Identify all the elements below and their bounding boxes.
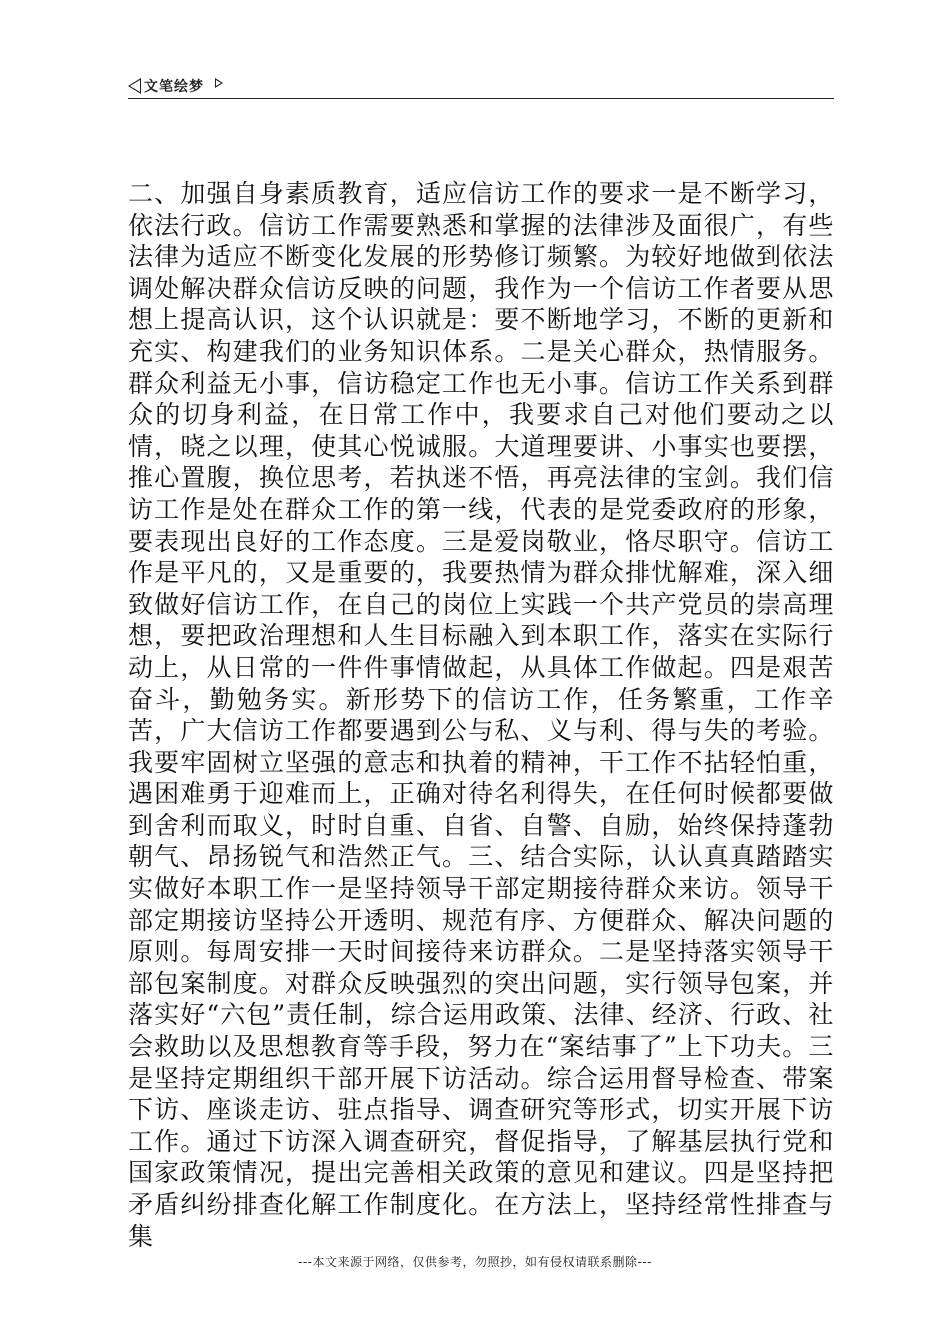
- page-header: [128, 74, 834, 99]
- triangle-right-icon: [215, 78, 223, 88]
- body-paragraph: 二、加强自身素质教育，适应信访工作的要求一是不断学习，依法行政。信访工作需要熟悉和掌握的法律涉及面很广，有些法律为适应不断变化发展的形势修订频繁。为较好地做到依法调处解决群众信访反映的问题，我作为一个信访工作者要从思想上提高认识，这个认识就是：要不断地学习，不断的更新和充实、构建我们的业务知识体系。二是关心群众，热情服务。群众利益无小事，信访稳定工作也无小事。信访工作关系到群众的切身利益，在日常工作中，我要求自己对他们要动之以情，晓之以理，使其心悦诚服。大道理要讲、小事实也要摆，推心置腹，换位思考，若执迷不悟，再亮法律的宝剑。我们信访工作是处在群众工作的第一线，代表的是党委政府的形象，要表现出良好的工作态度。三是爱岗敬业，恪尽职守。信访工作是平凡的，又是重要的，我要热情为群众排忧解难，深入细致做好信访工作，在自己的岗位上实践一个共产党员的崇高理想，要把政治理想和人生目标融入到本职工作，落实在实际行动上，从日常的一件件事情做起，从具体工作做起。四是艰苦奋斗，勤勉务实。新形势下的信访工作，任务繁重，工作辛苦，广大信访工作都要遇到公与私、义与利、得与失的考验。我要牢固树立坚强的意志和执着的精神，干工作不拈轻怕重，遇困难勇于迎难而上，正确对待名利得失，在任何时候都要做到舍利而取义，时时自重、自省、自警、自励，始终保持蓬勃朝气、昂扬锐气和浩然正气。三、结合实际，认认真真踏踏实实做好本职工作一是坚持领导干部定期接待群众来访。领导干部定期接访坚持公开透明、规范有序、方便群众、解决问题的原则。每周安排一天时间接待来访群众。二是坚持落实领导干部包案制度。对群众反映强烈的突出问题，实行领导包案，并落实好“六包”责任制，综合运用政策、法律、经济、行政、社会救助以及思想教育等手段，努力在“案结事了”上下功夫。三是坚持定期组织干部开展下访活动。综合运用督导检查、带案下访、座谈走访、驻点指导、调查研究等形式，切实开展下访工作。通过下访深入调查研究，督促指导，了解基层执行党和国家政策情况，提出完善相关政策的意见和建议。四是坚持把矛盾纠纷排查化解工作制度化。在方法上，坚持经常性排查与集: [128, 179, 834, 1251]
- page-footer: ---本文来源于网络，仅供参考，勿照抄，如有侵权请联系删除---: [298, 1255, 652, 1269]
- triangle-left-icon: [128, 78, 141, 94]
- header-title: 文笔绘梦: [144, 79, 204, 95]
- header-brand: [128, 76, 223, 96]
